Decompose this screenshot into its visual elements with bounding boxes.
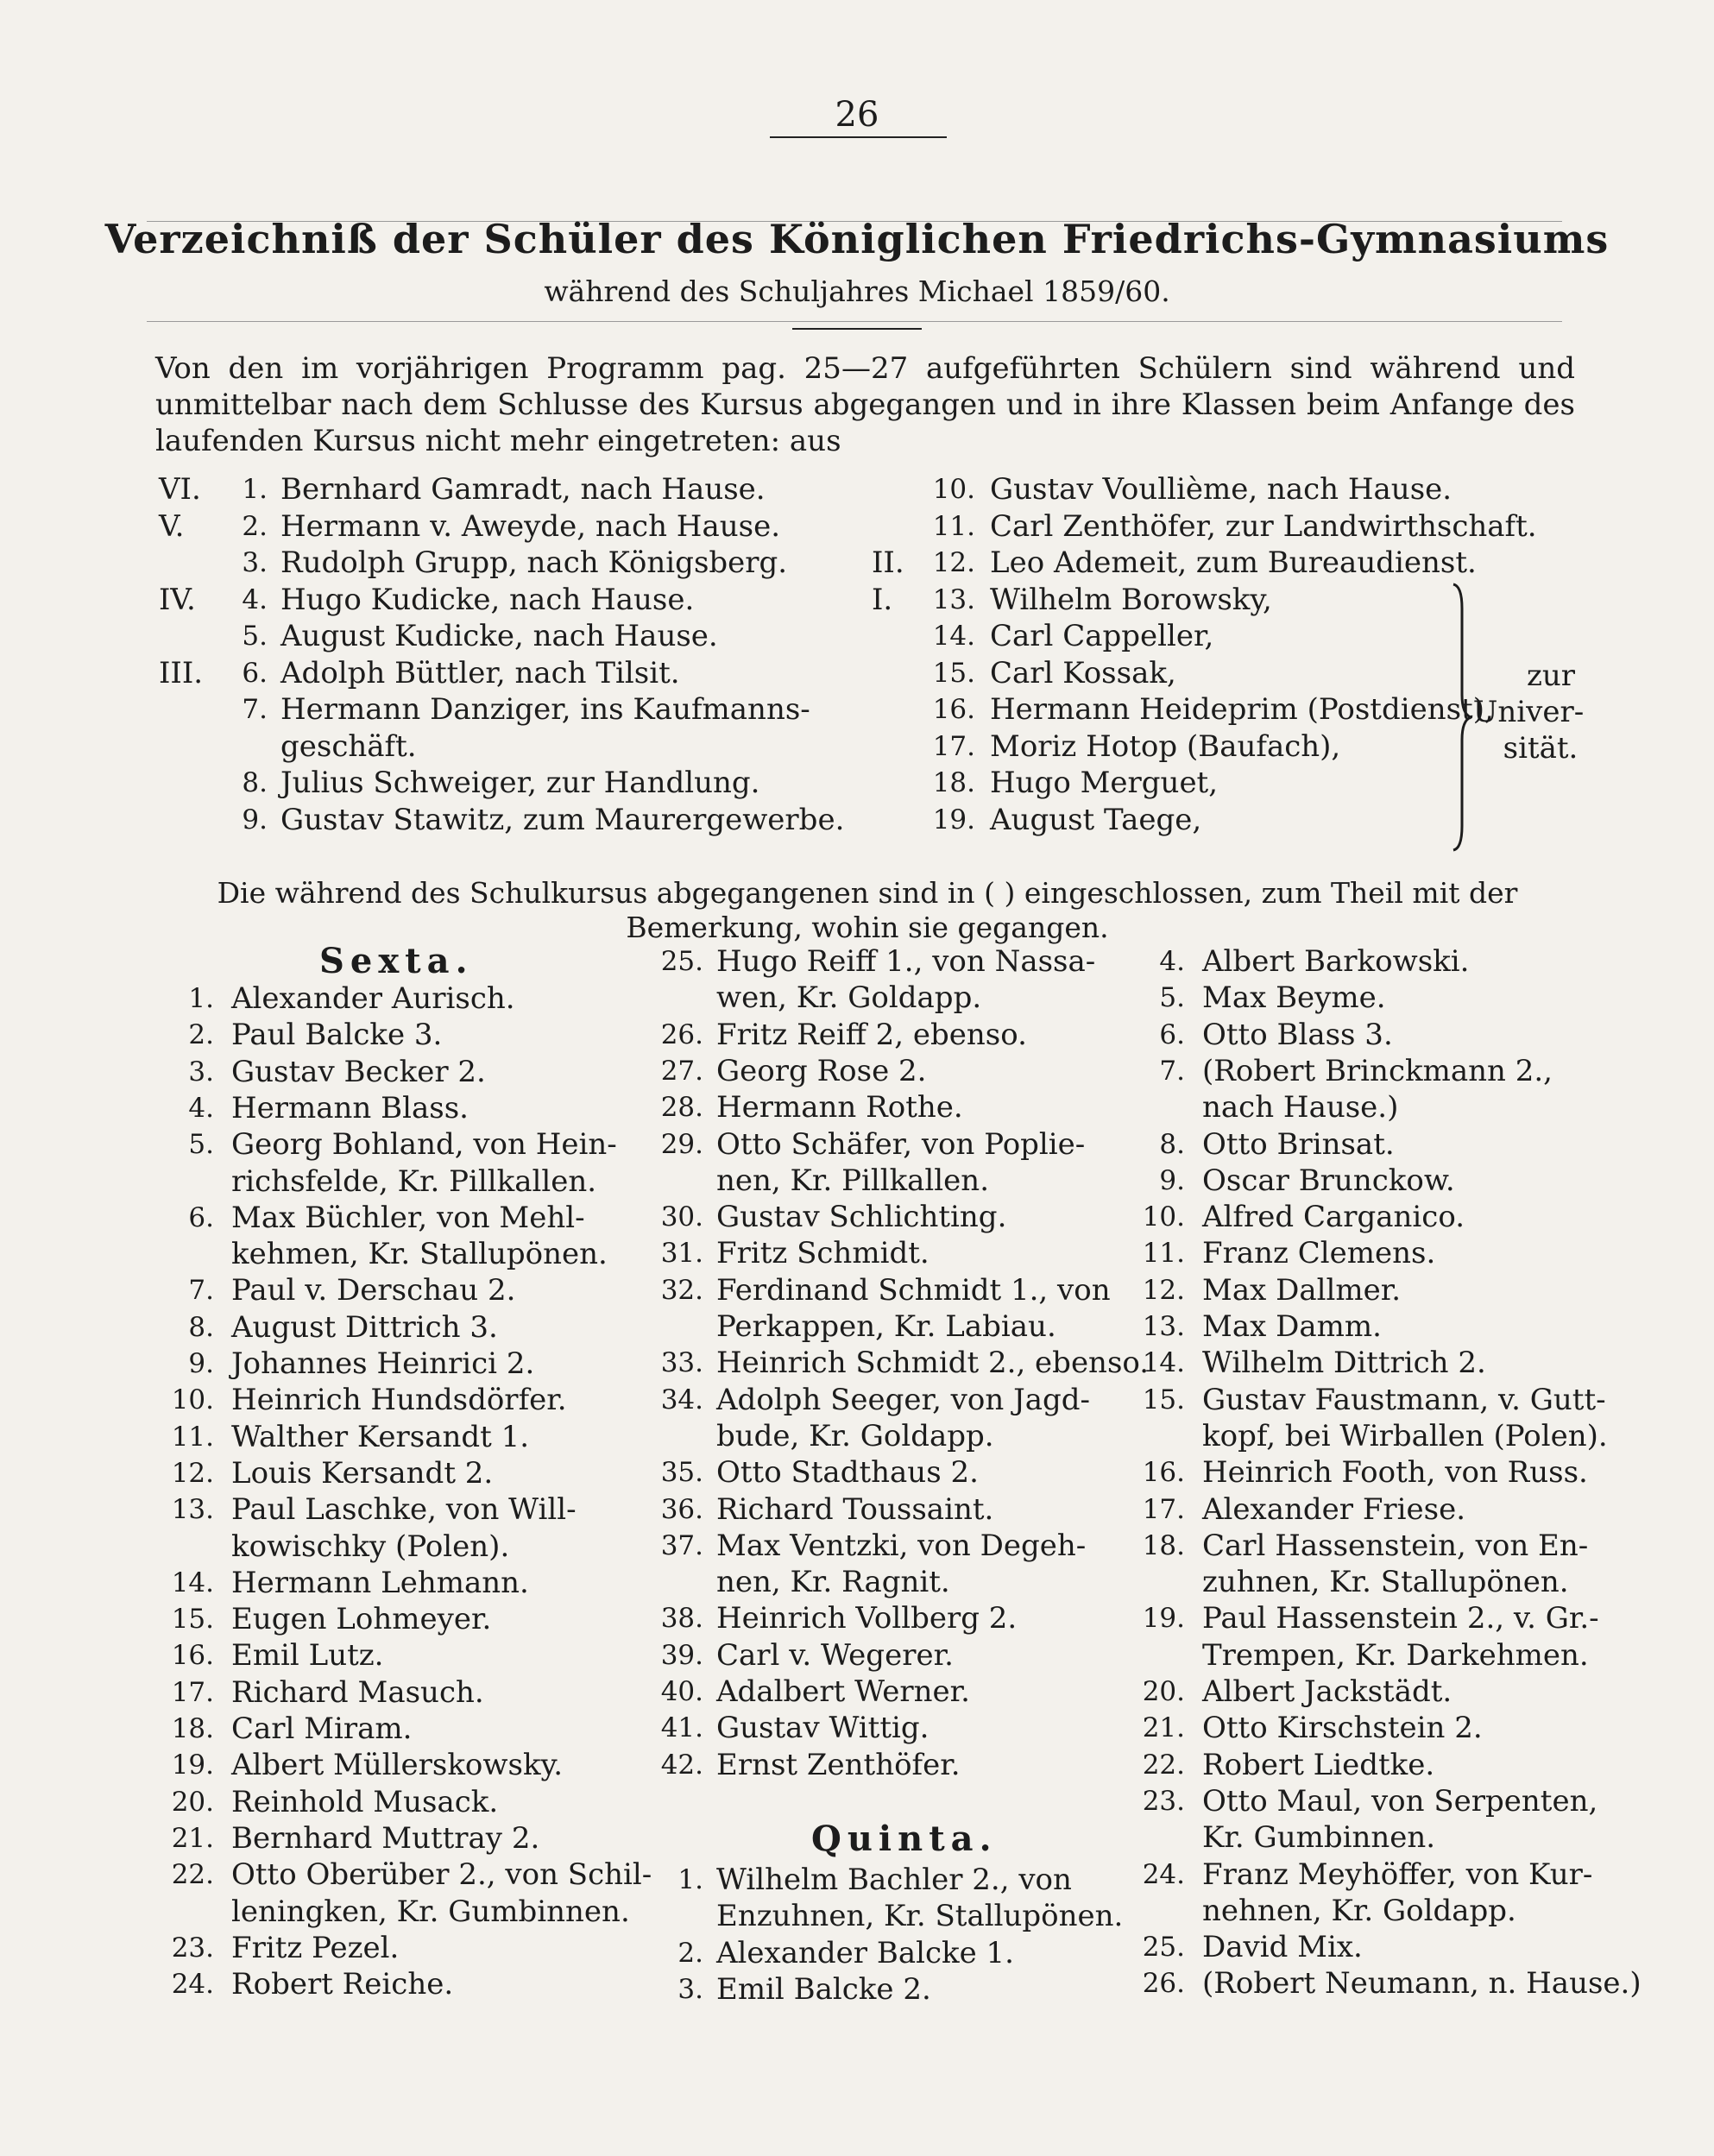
list-item: Alexander Friese. xyxy=(1202,1491,1466,1527)
brace-label-1: zur xyxy=(1526,659,1576,693)
list-item-number: 4. xyxy=(188,1092,214,1124)
list-item: (Robert Neumann, n. Hause.) xyxy=(1202,1966,1642,2002)
list-item-number: 3. xyxy=(677,1973,703,2005)
list-item: Max Ventzki, von Degeh- xyxy=(716,1528,1087,1563)
list-item-number: 40. xyxy=(660,1676,703,1707)
list-item: Otto Brinsat. xyxy=(1202,1126,1395,1162)
list-item-number: 37. xyxy=(660,1529,703,1561)
entry-number: 18. xyxy=(932,767,975,798)
list-item-number: 36. xyxy=(660,1493,703,1525)
list-item: Alfred Carganico. xyxy=(1202,1200,1465,1235)
list-item: Heinrich Hundsdörfer. xyxy=(231,1383,567,1418)
list-item: Franz Clemens. xyxy=(1202,1236,1436,1271)
list-item-number: 13. xyxy=(171,1494,214,1526)
list-item: Johannes Heinrici 2. xyxy=(231,1346,535,1381)
list-item-number: 10. xyxy=(1142,1201,1185,1233)
list-item-number: 25. xyxy=(660,946,703,977)
list-item: Paul Balcke 3. xyxy=(231,1018,443,1053)
list-item: Albert Müllerskowsky. xyxy=(231,1748,564,1783)
list-item: Ferdinand Schmidt 1., von xyxy=(716,1272,1111,1308)
list-item: Hermann Rothe. xyxy=(716,1090,963,1125)
list-item: Hermann Lehmann. xyxy=(231,1565,529,1600)
page-subtitle: während des Schuljahres Michael 1859/60. xyxy=(544,274,1170,308)
list-item-number: 24. xyxy=(1142,1858,1185,1890)
list-item: wen, Kr. Goldapp. xyxy=(716,980,982,1016)
page-title: Verzeichniß der Schüler des Königlichen Friedrichs-Gymnasiums xyxy=(104,216,1610,262)
entry-text: geschäft. xyxy=(280,728,417,764)
list-item-number: 7. xyxy=(1159,1055,1185,1087)
list-item: Max Damm. xyxy=(1202,1309,1382,1344)
list-item-number: 32. xyxy=(660,1274,703,1306)
class-label: I. xyxy=(872,582,893,617)
list-item-number: 9. xyxy=(188,1348,214,1379)
brace-icon xyxy=(1450,583,1472,852)
list-item-number: 33. xyxy=(660,1347,703,1379)
class-label: II. xyxy=(872,545,904,580)
entry-number: 5. xyxy=(242,621,268,652)
list-item: Richard Toussaint. xyxy=(716,1491,994,1527)
list-item-number: 10. xyxy=(171,1384,214,1416)
list-item-number: 16. xyxy=(171,1640,214,1672)
list-item-number: 34. xyxy=(660,1384,703,1415)
list-item-number: 12. xyxy=(1142,1274,1185,1306)
entry-number: 4. xyxy=(242,583,268,615)
list-item: Carl v. Wegerer. xyxy=(716,1637,954,1673)
list-item: Fritz Pezel. xyxy=(231,1930,400,1965)
list-item-number: 4. xyxy=(1159,946,1185,977)
list-item: leningken, Kr. Gumbinnen. xyxy=(231,1894,630,1929)
list-item: zuhnen, Kr. Stallupönen. xyxy=(1202,1565,1569,1600)
list-item-number: 22. xyxy=(1142,1749,1185,1781)
entry-number: 6. xyxy=(242,657,268,689)
list-item: Gustav Faustmann, v. Gutt- xyxy=(1202,1382,1606,1417)
page-number: 26 xyxy=(835,95,879,135)
list-item-number: 18. xyxy=(171,1713,214,1744)
list-item: Perkappen, Kr. Labiau. xyxy=(716,1309,1056,1344)
list-item-number: 30. xyxy=(660,1201,703,1233)
list-item: Robert Reiche. xyxy=(231,1967,454,2002)
note-paragraph: Die während des Schulkursus abgegangenen sind in ( ) eingeschlossen, zum Theil mit der Bemerkung, wohin sie gegangen. xyxy=(217,876,1518,944)
list-item: nach Hause.) xyxy=(1202,1090,1399,1125)
list-item-number: 20. xyxy=(1142,1676,1185,1707)
list-item-number: 41. xyxy=(660,1712,703,1744)
entry-number: 19. xyxy=(932,804,975,835)
list-item: Reinhold Musack. xyxy=(231,1784,499,1819)
entry-number: 13. xyxy=(932,583,975,615)
entry-number: 1. xyxy=(242,474,268,505)
list-item: Otto Oberüber 2., von Schil- xyxy=(231,1857,652,1893)
list-item: Paul Hassenstein 2., v. Gr.- xyxy=(1202,1601,1599,1636)
list-item: Georg Bohland, von Hein- xyxy=(231,1127,617,1163)
list-item: Eugen Lohmeyer. xyxy=(231,1602,492,1637)
list-item: Franz Meyhöffer, von Kur- xyxy=(1202,1857,1593,1892)
list-item-number: 15. xyxy=(1142,1384,1185,1415)
brace-label-3: sität. xyxy=(1503,731,1579,766)
list-item: Wilhelm Dittrich 2. xyxy=(1202,1346,1486,1381)
list-item: Otto Schäfer, von Poplie- xyxy=(716,1126,1086,1162)
entry-text: August Taege, xyxy=(990,802,1202,837)
list-item-number: 17. xyxy=(1142,1493,1185,1525)
list-item: Paul v. Derschau 2. xyxy=(231,1273,516,1308)
list-item: Max Beyme. xyxy=(1202,980,1386,1016)
entry-number: 16. xyxy=(932,694,975,725)
title-rule xyxy=(792,328,922,330)
list-item-number: 5. xyxy=(188,1129,214,1161)
entry-number: 15. xyxy=(932,657,975,689)
list-item-number: 28. xyxy=(660,1092,703,1124)
entry-number: 9. xyxy=(242,804,268,835)
entry-text: Wilhelm Borowsky, xyxy=(990,582,1272,617)
list-item: kehmen, Kr. Stallupönen. xyxy=(231,1237,608,1272)
entry-number: 2. xyxy=(242,510,268,542)
intro-paragraph: Von den im vorjährigen Programm pag. 25—27 aufgeführten Schülern sind während und unmittelbar nach dem Schlusse des Kursus abgegangen und in ihre Klassen beim Anfange des laufenden Kursus nicht mehr eingetreten: aus xyxy=(155,351,1575,458)
list-item: kowischky (Polen). xyxy=(231,1529,510,1564)
entry-text: Hermann v. Aweyde, nach Hause. xyxy=(280,508,780,544)
list-item: Gustav Wittig. xyxy=(716,1711,929,1746)
list-item-number: 23. xyxy=(1142,1785,1185,1817)
entry-text: Julius Schweiger, zur Handlung. xyxy=(280,766,760,800)
list-item-number: 38. xyxy=(660,1603,703,1635)
list-item: nehnen, Kr. Goldapp. xyxy=(1202,1893,1516,1928)
list-item-number: 22. xyxy=(171,1859,214,1891)
sexta-heading: Sexta. xyxy=(319,941,474,981)
list-item: Emil Balcke 2. xyxy=(716,1971,931,2007)
list-item: Walther Kersandt 1. xyxy=(231,1419,530,1454)
list-item-number: 25. xyxy=(1142,1932,1185,1964)
header-rule xyxy=(770,136,947,138)
list-item: Fritz Reiff 2, ebenso. xyxy=(716,1017,1027,1052)
list-item: Carl Miram. xyxy=(231,1712,413,1746)
list-item-number: 7. xyxy=(188,1275,214,1307)
entry-text: Moriz Hotop (Baufach), xyxy=(990,728,1341,764)
list-item-number: 14. xyxy=(1142,1347,1185,1379)
class-label: III. xyxy=(159,655,204,690)
list-item: Otto Maul, von Serpenten, xyxy=(1202,1783,1598,1819)
entry-number: 17. xyxy=(932,730,975,762)
list-item: Oscar Brunckow. xyxy=(1202,1163,1455,1198)
list-item: Max Dallmer. xyxy=(1202,1272,1402,1308)
list-item-number: 2. xyxy=(677,1937,703,1969)
list-item: Georg Rose 2. xyxy=(716,1053,927,1088)
list-item-number: 5. xyxy=(1159,982,1185,1014)
brace-label-2: Univer- xyxy=(1472,695,1585,729)
list-item: bude, Kr. Goldapp. xyxy=(716,1418,994,1453)
list-item: Bernhard Muttray 2. xyxy=(231,1820,540,1856)
list-item: Emil Lutz. xyxy=(231,1638,384,1674)
list-item-number: 8. xyxy=(188,1311,214,1343)
list-item: Heinrich Vollberg 2. xyxy=(716,1601,1018,1636)
list-item: Hugo Reiff 1., von Nassa- xyxy=(716,944,1096,979)
list-item: kopf, bei Wirballen (Polen). xyxy=(1202,1418,1608,1453)
list-item-number: 42. xyxy=(660,1749,703,1781)
entry-number: 7. xyxy=(242,694,268,725)
list-item-number: 8. xyxy=(1159,1128,1185,1160)
list-item: Paul Laschke, von Will- xyxy=(231,1492,577,1528)
list-item-number: 9. xyxy=(1159,1164,1185,1196)
list-item: Gustav Becker 2. xyxy=(231,1054,486,1089)
list-item: richsfelde, Kr. Pillkallen. xyxy=(231,1163,597,1199)
list-item: Heinrich Schmidt 2., ebenso. xyxy=(716,1346,1150,1381)
list-item-number: 18. xyxy=(1142,1529,1185,1561)
class-label: VI. xyxy=(159,472,201,507)
list-item-number: 21. xyxy=(1142,1712,1185,1744)
list-item: Otto Kirschstein 2. xyxy=(1202,1711,1483,1746)
list-item-number: 19. xyxy=(1142,1603,1185,1635)
list-item: Heinrich Footh, von Russ. xyxy=(1202,1455,1588,1491)
list-item: Louis Kersandt 2. xyxy=(231,1455,494,1491)
list-item: Richard Masuch. xyxy=(231,1674,484,1710)
list-item-number: 3. xyxy=(188,1056,214,1087)
list-item: Ernst Zenthöfer. xyxy=(716,1747,961,1782)
list-item: Adalbert Werner. xyxy=(716,1674,970,1709)
list-item: Albert Jackstädt. xyxy=(1202,1674,1452,1709)
entry-text: Hermann Heideprim (Postdienst), xyxy=(990,692,1494,727)
list-item: Carl Hassenstein, von En- xyxy=(1202,1528,1589,1563)
list-item-number: 20. xyxy=(171,1786,214,1818)
list-item-number: 27. xyxy=(660,1055,703,1087)
class-label: V. xyxy=(159,508,185,544)
list-item-number: 31. xyxy=(660,1238,703,1270)
entry-text: Carl Zenthöfer, zur Landwirthschaft. xyxy=(990,508,1537,544)
entry-text: Leo Ademeit, zum Bureaudienst. xyxy=(990,545,1477,580)
list-item-number: 23. xyxy=(171,1932,214,1964)
list-item-number: 26. xyxy=(1142,1968,1185,2000)
list-item-number: 29. xyxy=(660,1128,703,1160)
entry-text: Adolph Büttler, nach Tilsit. xyxy=(280,655,680,690)
entry-number: 3. xyxy=(242,547,268,578)
list-item: Alexander Aurisch. xyxy=(231,981,515,1016)
bleed-rule xyxy=(147,321,1562,322)
list-item-number: 2. xyxy=(188,1019,214,1051)
entry-number: 14. xyxy=(932,621,975,652)
list-item: Fritz Schmidt. xyxy=(716,1236,929,1271)
entry-number: 8. xyxy=(242,767,268,798)
entry-number: 11. xyxy=(932,510,975,542)
list-item: nen, Kr. Ragnit. xyxy=(716,1565,950,1600)
quinta-heading: Quinta. xyxy=(811,1819,998,1859)
list-item: Adolph Seeger, von Jagd- xyxy=(716,1382,1090,1417)
entry-text: Gustav Voullième, nach Hause. xyxy=(990,472,1452,507)
list-item: Kr. Gumbinnen. xyxy=(1202,1820,1436,1856)
list-item-number: 39. xyxy=(660,1639,703,1671)
list-item: August Dittrich 3. xyxy=(231,1309,498,1345)
entry-text: Carl Kossak, xyxy=(990,655,1176,690)
list-item-number: 15. xyxy=(171,1604,214,1636)
list-item-number: 35. xyxy=(660,1457,703,1489)
list-item: Robert Liedtke. xyxy=(1202,1747,1435,1782)
list-item: Albert Barkowski. xyxy=(1202,944,1470,979)
list-item: Hermann Blass. xyxy=(231,1090,469,1125)
list-item-number: 12. xyxy=(171,1457,214,1489)
entry-number: 12. xyxy=(932,547,975,578)
list-item-number: 11. xyxy=(1142,1238,1185,1270)
entry-text: Carl Cappeller, xyxy=(990,619,1214,653)
list-item: (Robert Brinckmann 2., xyxy=(1202,1053,1553,1088)
list-item-number: 21. xyxy=(171,1822,214,1854)
list-item-number: 16. xyxy=(1142,1457,1185,1489)
entry-number: 10. xyxy=(932,474,975,505)
entry-text: Gustav Stawitz, zum Maurergewerbe. xyxy=(280,802,845,837)
entry-text: Hugo Merguet, xyxy=(990,766,1219,800)
list-item-number: 6. xyxy=(188,1201,214,1233)
list-item-number: 19. xyxy=(171,1749,214,1781)
list-item-number: 14. xyxy=(171,1567,214,1598)
entry-text: Bernhard Gamradt, nach Hause. xyxy=(280,472,766,507)
list-item-number: 1. xyxy=(677,1864,703,1895)
entry-text: Hermann Danziger, ins Kaufmanns- xyxy=(280,692,810,727)
entry-text: Hugo Kudicke, nach Hause. xyxy=(280,582,695,617)
entry-text: August Kudicke, nach Hause. xyxy=(280,619,718,653)
list-item-number: 17. xyxy=(171,1676,214,1708)
class-label: IV. xyxy=(159,582,196,617)
entry-text: Rudolph Grupp, nach Königsberg. xyxy=(280,545,788,580)
list-item: Otto Blass 3. xyxy=(1202,1017,1393,1052)
list-item-number: 1. xyxy=(188,983,214,1014)
list-item: Enzuhnen, Kr. Stallupönen. xyxy=(716,1899,1124,1934)
list-item-number: 26. xyxy=(660,1018,703,1050)
list-item-number: 13. xyxy=(1142,1311,1185,1342)
list-item: nen, Kr. Pillkallen. xyxy=(716,1163,990,1198)
list-item: Alexander Balcke 1. xyxy=(716,1935,1014,1970)
list-item: Wilhelm Bachler 2., von xyxy=(716,1863,1072,1897)
list-item: Otto Stadthaus 2. xyxy=(716,1455,979,1491)
list-item: Max Büchler, von Mehl- xyxy=(231,1200,585,1235)
list-item: Gustav Schlichting. xyxy=(716,1200,1007,1235)
list-item-number: 24. xyxy=(171,1969,214,2001)
list-item-number: 6. xyxy=(1159,1018,1185,1050)
list-item: Trempen, Kr. Darkehmen. xyxy=(1202,1637,1589,1673)
list-item-number: 11. xyxy=(171,1421,214,1453)
list-item: David Mix. xyxy=(1202,1930,1363,1965)
